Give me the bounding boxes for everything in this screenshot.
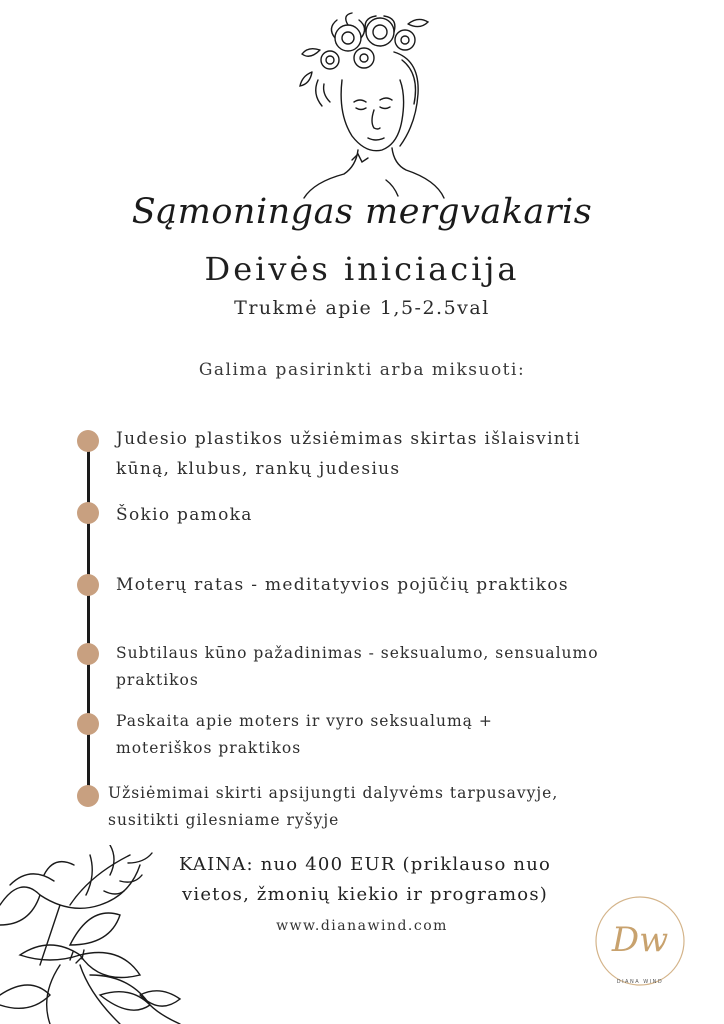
woman-flowers-illustration — [290, 10, 460, 200]
logo-initials: Dw — [611, 920, 669, 960]
list-item: Moterų ratas - meditatyvios pojūčių praktikos — [116, 575, 569, 595]
diana-wind-logo — [592, 893, 688, 989]
timeline-dot — [77, 502, 99, 524]
list-item: Šokio pamoka — [116, 505, 253, 525]
lily-flowers-illustration — [0, 845, 200, 1024]
timeline-dot — [77, 643, 99, 665]
intro-text: Galima pasirinkti arba miksuoti: — [198, 360, 526, 380]
timeline-line — [87, 440, 90, 796]
logo-circle — [592, 893, 688, 989]
list-item: Paskaita apie moters ir vyro seksualumą + moteriškos praktikos — [116, 712, 493, 757]
page-title: Deivės iniciacija — [204, 250, 520, 288]
logo-brand: DIANA WIND — [616, 979, 664, 985]
timeline-dot — [77, 430, 99, 452]
script-title: Sąmoningas mergvakaris — [131, 192, 593, 232]
price-text: KAINA: nuo 400 EUR (priklauso nuo vietos, žmonių kiekio ir programos) — [178, 854, 552, 905]
website-link[interactable]: www.dianawind.com — [276, 918, 448, 934]
timeline-dot — [77, 574, 99, 596]
timeline-dot — [77, 713, 99, 735]
list-item: Judesio plastikos užsiėmimas skirtas išlaisvinti kūną, klubus, rankų judesius — [116, 429, 581, 479]
list-item: Subtilaus kūno pažadinimas - seksualumo, sensualumo praktikos — [116, 644, 599, 689]
timeline-dot — [77, 785, 99, 807]
duration-text: Trukmė apie 1,5-2.5val — [234, 297, 490, 319]
list-item: Užsiėmimai skirti apsijungti dalyvėms tarpusavyje, susitikti gilesniame ryšyje — [108, 784, 559, 829]
